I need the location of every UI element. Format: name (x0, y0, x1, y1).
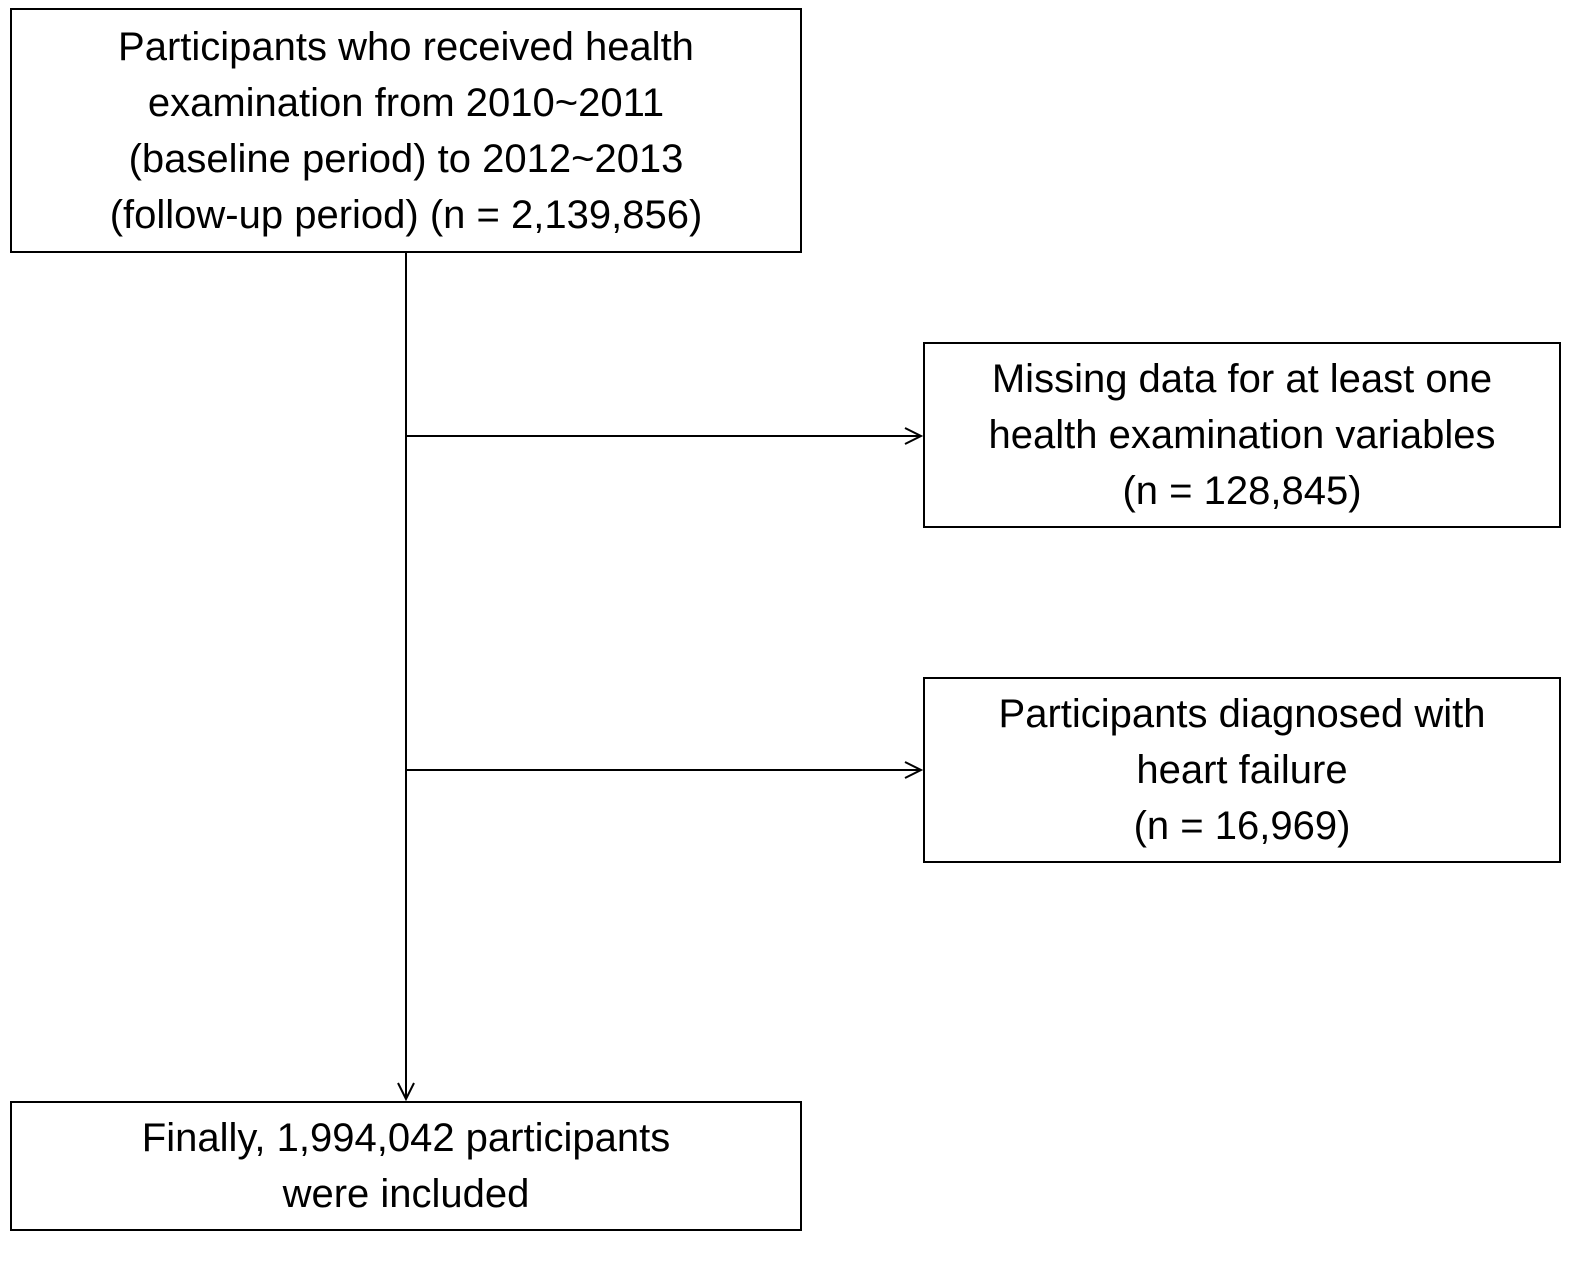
exclusion-box-missing-data (923, 342, 1561, 528)
start-box-line: examination from 2010~2011 (147, 80, 665, 125)
final-box (10, 1101, 802, 1231)
exclusion-box-line: (n = 128,845) (1122, 469, 1362, 513)
start-box-line: (follow-up period) (n = 2,139,856) (109, 192, 703, 237)
start-box-line: (baseline period) to 2012~2013 (128, 136, 684, 181)
exclusion-box-line: heart failure (1136, 748, 1348, 792)
exclusion-box-line: Participants diagnosed with (998, 692, 1486, 736)
final-box-line: Finally, 1,994,042 participants (141, 1116, 671, 1160)
exclusion-box-heart-failure (923, 677, 1561, 863)
final-box-line: were included (282, 1172, 530, 1216)
start-box (10, 8, 802, 253)
exclusion-box-line: health examination variables (988, 413, 1496, 457)
exclusion-box-line: (n = 16,969) (1133, 804, 1351, 848)
start-box-line: Participants who received health (118, 24, 694, 69)
exclusion-box-line: Missing data for at least one (991, 357, 1493, 401)
